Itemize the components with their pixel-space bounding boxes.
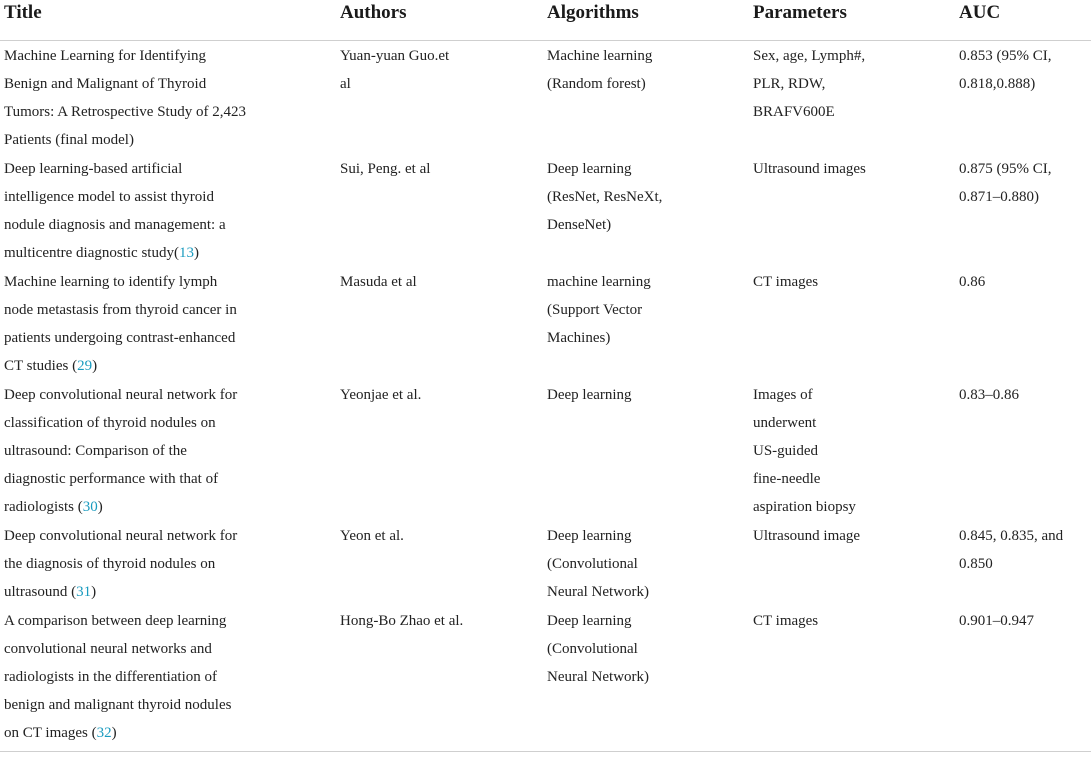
cell-line: Yeonjae et al. bbox=[340, 387, 422, 403]
cell-auc bbox=[955, 41, 1091, 155]
cell-algorithms bbox=[543, 380, 749, 521]
table-row bbox=[0, 380, 1091, 521]
title-text: ultrasound ( bbox=[4, 584, 77, 600]
cell-authors bbox=[336, 41, 543, 155]
cell-line: 0.853 (95% CI, bbox=[959, 48, 1052, 64]
cell-line: 0.875 (95% CI, bbox=[959, 161, 1052, 177]
header-auc: AUC bbox=[955, 0, 1091, 41]
cell-line: Deep convolutional neural network for bbox=[4, 387, 238, 403]
cell-line: 0.871–0.880) bbox=[959, 189, 1039, 205]
reference-link[interactable]: 13 bbox=[178, 245, 194, 261]
cell-line: BRAFV600E bbox=[753, 104, 835, 120]
cell-authors bbox=[336, 606, 543, 752]
cell-line: 0.850 bbox=[959, 556, 993, 572]
cell-line: 0.83–0.86 bbox=[959, 387, 1019, 403]
table-row bbox=[0, 606, 1091, 752]
cell-line: machine learning bbox=[547, 274, 651, 290]
cell-line: CT images bbox=[753, 613, 819, 629]
cell-line-with-reference bbox=[4, 719, 330, 747]
cell-line: Ultrasound image bbox=[753, 528, 861, 544]
cell-line: 0.818,0.888) bbox=[959, 76, 1036, 92]
cell-line: Neural Network) bbox=[547, 669, 650, 685]
cell-authors bbox=[336, 154, 543, 267]
cell-title bbox=[0, 380, 336, 521]
cell-parameters bbox=[749, 521, 955, 606]
cell-line: 0.901–0.947 bbox=[959, 613, 1034, 629]
cell-line: Sex, age, Lymph#, bbox=[753, 48, 866, 64]
cell-line: nodule diagnosis and management: a bbox=[4, 217, 226, 233]
table-row bbox=[0, 267, 1091, 380]
cell-line: US-guided bbox=[753, 443, 818, 459]
cell-line: Tumors: A Retrospective Study of 2,423 bbox=[4, 104, 246, 120]
cell-algorithms bbox=[543, 606, 749, 752]
cell-line: Masuda et al bbox=[340, 274, 417, 290]
header-title: Title bbox=[0, 0, 336, 41]
table-body bbox=[0, 41, 1091, 752]
reference-link[interactable]: 30 bbox=[82, 499, 98, 515]
cell-line: Machine Learning for Identifying bbox=[4, 48, 207, 64]
table-row bbox=[0, 521, 1091, 606]
cell-line: radiologists in the differentiation of bbox=[4, 669, 218, 685]
cell-line: Deep learning bbox=[547, 387, 632, 403]
header-authors: Authors bbox=[336, 0, 543, 41]
cell-line: PLR, RDW, bbox=[753, 76, 826, 92]
cell-line-with-reference bbox=[4, 239, 330, 267]
reference-link[interactable]: 29 bbox=[77, 358, 93, 374]
cell-title bbox=[0, 154, 336, 267]
header-algorithms: Algorithms bbox=[543, 0, 749, 41]
table-header bbox=[0, 0, 1091, 41]
cell-parameters bbox=[749, 606, 955, 752]
title-text: ) bbox=[111, 725, 117, 741]
cell-parameters bbox=[749, 154, 955, 267]
cell-line: underwent bbox=[753, 415, 817, 431]
cell-line: patients undergoing contrast-enhanced bbox=[4, 330, 236, 346]
cell-line: (Support Vector bbox=[547, 302, 643, 318]
cell-line: node metastasis from thyroid cancer in bbox=[4, 302, 237, 318]
cell-line: Deep learning bbox=[547, 161, 632, 177]
header-row bbox=[0, 0, 1091, 41]
cell-line: Deep convolutional neural network for bbox=[4, 528, 238, 544]
cell-line: Hong-Bo Zhao et al. bbox=[340, 613, 464, 629]
cell-auc bbox=[955, 267, 1091, 380]
cell-line: Deep learning bbox=[547, 528, 632, 544]
table-row bbox=[0, 41, 1091, 155]
cell-line: Ultrasound images bbox=[753, 161, 866, 177]
cell-line-with-reference bbox=[4, 352, 330, 380]
cell-line: (Random forest) bbox=[547, 76, 646, 92]
cell-title bbox=[0, 521, 336, 606]
cell-parameters bbox=[749, 41, 955, 155]
cell-line: Machine learning bbox=[547, 48, 653, 64]
title-text: radiologists ( bbox=[4, 499, 83, 515]
cell-line: aspiration biopsy bbox=[753, 499, 856, 515]
cell-line: al bbox=[340, 76, 351, 92]
cell-authors bbox=[336, 521, 543, 606]
cell-line: Patients (final model) bbox=[4, 132, 134, 148]
cell-line: 0.845, 0.835, and bbox=[959, 528, 1064, 544]
cell-line: diagnostic performance with that of bbox=[4, 471, 219, 487]
header-parameters: Parameters bbox=[749, 0, 955, 41]
cell-line: Deep learning bbox=[547, 613, 632, 629]
cell-line: Sui, Peng. et al bbox=[340, 161, 431, 177]
cell-title bbox=[0, 267, 336, 380]
title-text: on CT images ( bbox=[4, 725, 97, 741]
table-row bbox=[0, 154, 1091, 267]
cell-auc bbox=[955, 521, 1091, 606]
title-text: CT studies ( bbox=[4, 358, 78, 374]
cell-authors bbox=[336, 267, 543, 380]
cell-line: Yeon et al. bbox=[340, 528, 404, 544]
cell-line: benign and malignant thyroid nodules bbox=[4, 697, 232, 713]
cell-line: Images of bbox=[753, 387, 813, 403]
cell-line: (Convolutional bbox=[547, 556, 638, 572]
title-text: ) bbox=[91, 584, 97, 600]
cell-auc bbox=[955, 380, 1091, 521]
cell-algorithms bbox=[543, 154, 749, 267]
cell-line: Benign and Malignant of Thyroid bbox=[4, 76, 207, 92]
cell-parameters bbox=[749, 380, 955, 521]
cell-title bbox=[0, 606, 336, 752]
cell-parameters bbox=[749, 267, 955, 380]
cell-line: fine-needle bbox=[753, 471, 821, 487]
cell-auc bbox=[955, 606, 1091, 752]
cell-line: Machines) bbox=[547, 330, 611, 346]
cell-line: (ResNet, ResNeXt, bbox=[547, 189, 663, 205]
cell-auc bbox=[955, 154, 1091, 267]
cell-line: A comparison between deep learning bbox=[4, 613, 227, 629]
cell-line: (Convolutional bbox=[547, 641, 638, 657]
cell-algorithms bbox=[543, 267, 749, 380]
cell-line: DenseNet) bbox=[547, 217, 612, 233]
title-text: ) bbox=[97, 499, 103, 515]
cell-line-with-reference bbox=[4, 578, 330, 606]
reference-link[interactable]: 31 bbox=[76, 584, 92, 600]
cell-algorithms bbox=[543, 41, 749, 155]
cell-title bbox=[0, 41, 336, 155]
reference-link[interactable]: 32 bbox=[96, 725, 112, 741]
cell-line: classification of thyroid nodules on bbox=[4, 415, 216, 431]
cell-line: Deep learning-based artificial bbox=[4, 161, 183, 177]
cell-line: Yuan-yuan Guo.et bbox=[340, 48, 450, 64]
title-text: ) bbox=[92, 358, 98, 374]
cell-line-with-reference bbox=[4, 493, 330, 521]
cell-line: ultrasound: Comparison of the bbox=[4, 443, 187, 459]
title-text: multicentre diagnostic study( bbox=[4, 245, 179, 261]
cell-line: CT images bbox=[753, 274, 819, 290]
cell-line: intelligence model to assist thyroid bbox=[4, 189, 214, 205]
cell-authors bbox=[336, 380, 543, 521]
cell-line: convolutional neural networks and bbox=[4, 641, 212, 657]
cell-line: the diagnosis of thyroid nodules on bbox=[4, 556, 216, 572]
title-text: ) bbox=[193, 245, 199, 261]
cell-algorithms bbox=[543, 521, 749, 606]
cell-line: Neural Network) bbox=[547, 584, 650, 600]
cell-line: 0.86 bbox=[959, 274, 986, 290]
cell-line: Machine learning to identify lymph bbox=[4, 274, 218, 290]
